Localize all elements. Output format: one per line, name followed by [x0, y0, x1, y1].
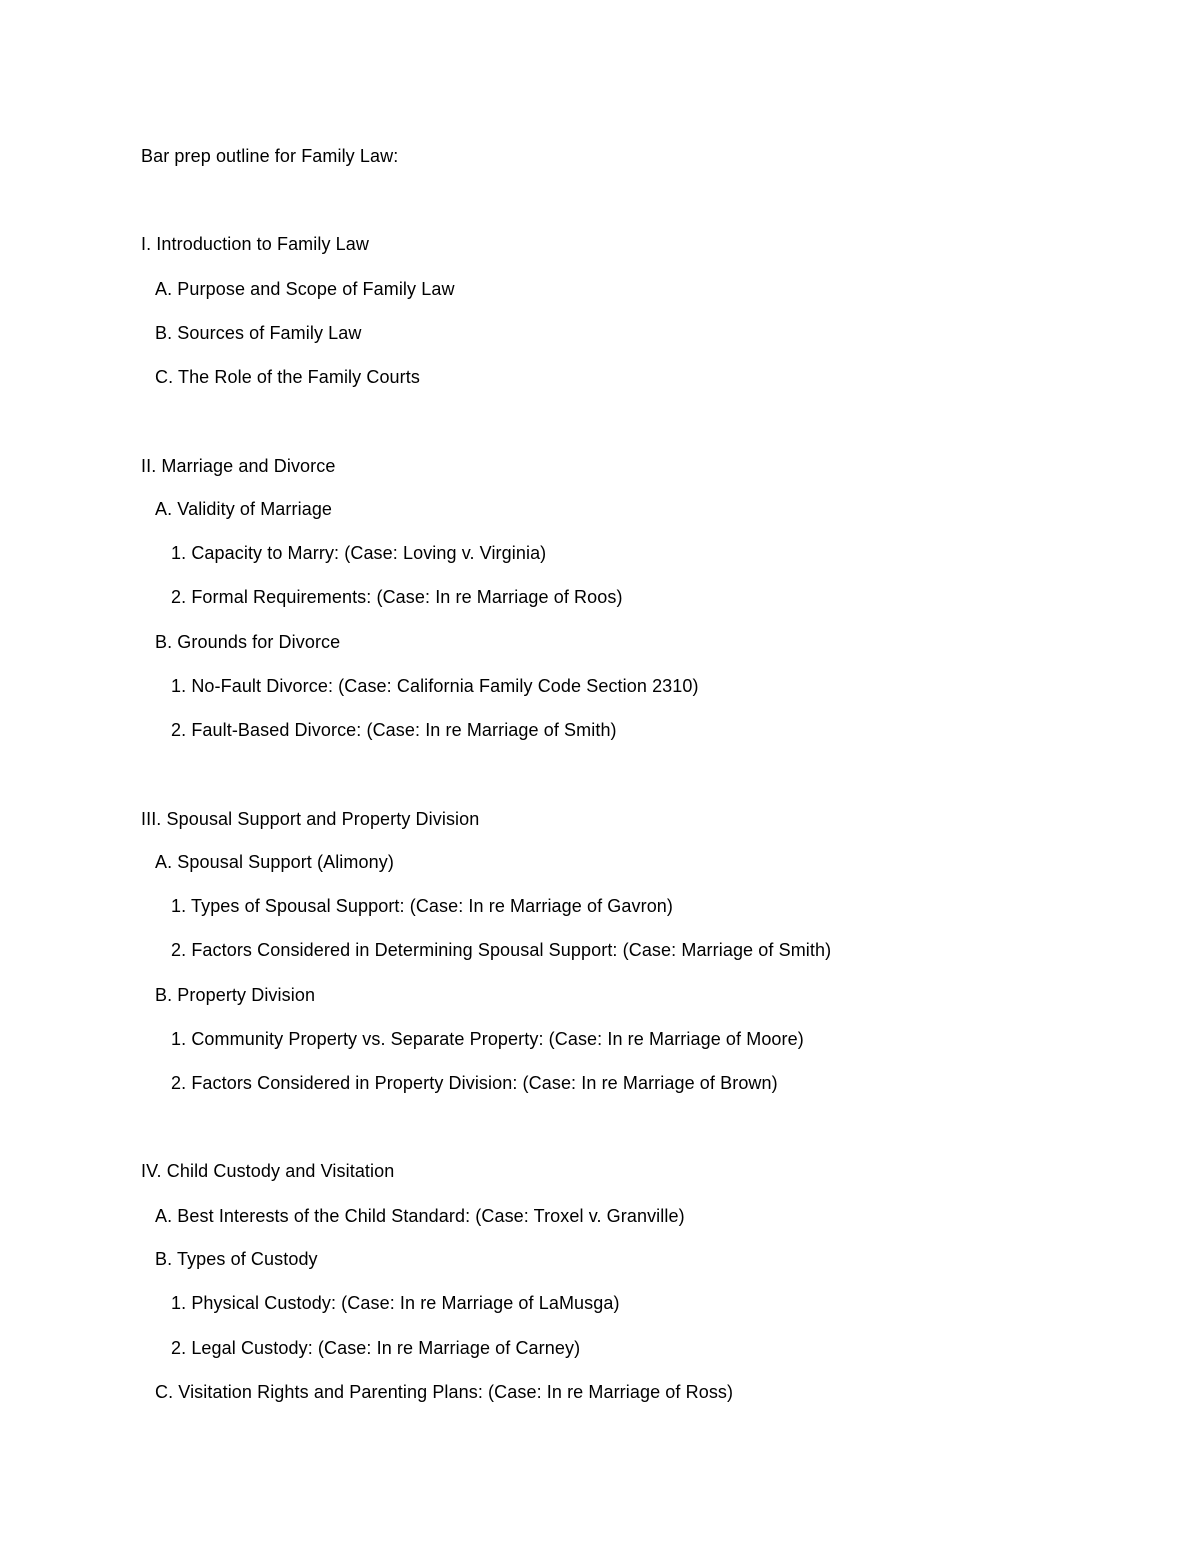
outline-item: A. Purpose and Scope of Family Law	[155, 279, 455, 299]
outline-subitem: 2. Factors Considered in Determining Spousal Support: (Case: Marriage of Smith)	[171, 940, 832, 960]
outline-item: A. Spousal Support (Alimony)	[155, 852, 394, 872]
outline-subitem: 2. Fault-Based Divorce: (Case: In re Marriage of Smith)	[171, 720, 617, 740]
outline-subitem: 2. Factors Considered in Property Division: (Case: In re Marriage of Brown)	[171, 1073, 778, 1093]
outline-subitem: 1. Community Property vs. Separate Property: (Case: In re Marriage of Moore)	[171, 1029, 804, 1049]
outline-subitem: 1. Types of Spousal Support: (Case: In re Marriage of Gavron)	[171, 896, 674, 916]
outline-subitem: 2. Legal Custody: (Case: In re Marriage of Carney)	[171, 1338, 581, 1358]
outline-item: A. Best Interests of the Child Standard: (Case: Troxel v. Granville)	[155, 1206, 685, 1226]
outline-subitem: 1. Physical Custody: (Case: In re Marriage of LaMusga)	[171, 1293, 620, 1313]
outline-item: C. The Role of the Family Courts	[155, 367, 420, 387]
section-heading-2: II. Marriage and Divorce	[141, 456, 336, 476]
section-heading-1: I. Introduction to Family Law	[141, 234, 369, 254]
section-heading-4: IV. Child Custody and Visitation	[141, 1161, 395, 1181]
outline-subitem: 2. Formal Requirements: (Case: In re Marriage of Roos)	[171, 587, 623, 607]
outline-item: C. Visitation Rights and Parenting Plans: (Case: In re Marriage of Ross)	[155, 1382, 734, 1402]
outline-subitem: 1. Capacity to Marry: (Case: Loving v. Virginia)	[171, 543, 547, 563]
section-heading-3: III. Spousal Support and Property Division	[141, 809, 480, 829]
outline-item: B. Grounds for Divorce	[155, 632, 341, 652]
outline-item: B. Sources of Family Law	[155, 323, 362, 343]
outline-item: B. Property Division	[155, 985, 316, 1005]
document-title: Bar prep outline for Family Law:	[141, 146, 399, 166]
outline-item: B. Types of Custody	[155, 1249, 318, 1269]
outline-subitem: 1. No-Fault Divorce: (Case: California Family Code Section 2310)	[171, 676, 699, 696]
outline-item: A. Validity of Marriage	[155, 499, 333, 519]
